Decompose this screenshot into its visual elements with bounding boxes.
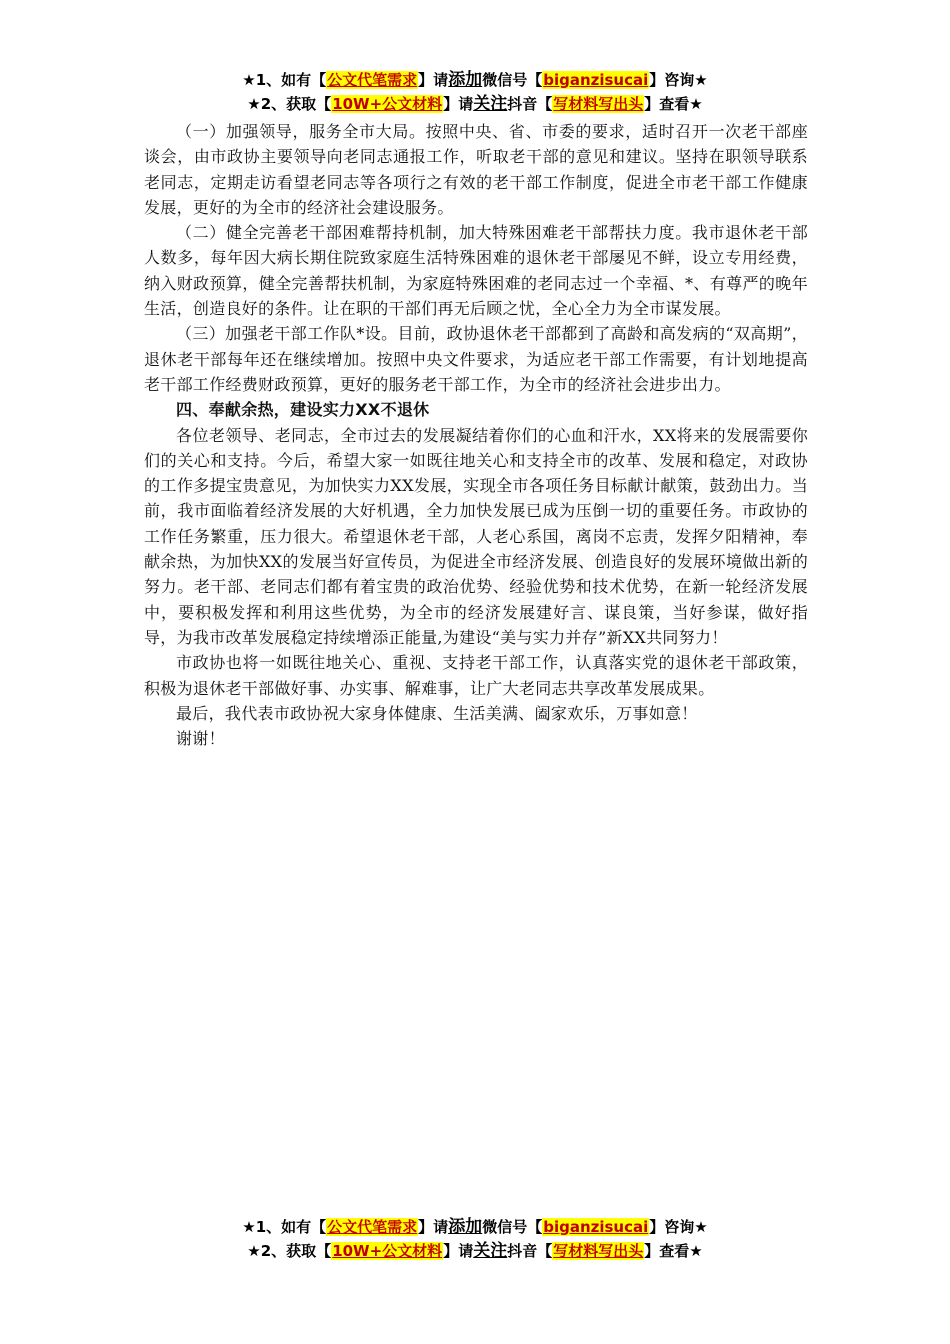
highlight-service: 公文代笔需求	[327, 71, 418, 89]
underlined-text: 添加	[448, 70, 483, 90]
promo-text: 】请	[443, 1242, 474, 1260]
paragraph-5: 市政协也将一如既往地关心、重视、支持老干部工作，认真落实党的退休老干部政策，积极为退休老干部做好事、办实事、解难事，让广大老同志共享改革发展成果。	[144, 653, 808, 698]
star-icon: ★	[247, 1242, 261, 1260]
star-icon: ★	[242, 1218, 256, 1236]
promo-text: 微信号【	[482, 71, 543, 89]
promo-text: 1、如有【	[255, 1218, 327, 1236]
highlight-wechat-id: biganzisucai	[543, 71, 649, 89]
promo-text: 】请	[443, 95, 474, 113]
promo-text: 】查看★	[644, 95, 703, 113]
promo-banner-top	[0, 68, 950, 116]
highlight-wechat-id: biganzisucai	[543, 1218, 649, 1236]
promo-text: 】咨询★	[649, 1218, 708, 1236]
highlight-douyin-account: 写材料写出头	[553, 1242, 644, 1260]
underlined-text: 添加	[448, 1217, 483, 1237]
promo-text: 2、获取【	[260, 1242, 332, 1260]
document-body	[144, 119, 808, 751]
highlight-materials: 10W+公文材料	[332, 1242, 443, 1260]
underlined-text: 关注	[473, 1241, 508, 1261]
star-icon: ★	[247, 95, 261, 113]
star-icon: ★	[242, 71, 256, 89]
promo-line-2	[0, 1239, 950, 1263]
promo-text: 1、如有【	[255, 71, 327, 89]
promo-line-1	[0, 1215, 950, 1239]
paragraph-6: 最后，我代表市政协祝大家身体健康、生活美满、阖家欢乐，万事如意！	[176, 703, 698, 723]
highlight-service: 公文代笔需求	[327, 1218, 418, 1236]
promo-text: 抖音【	[507, 1242, 553, 1260]
underlined-text: 关注	[473, 94, 508, 114]
promo-text: 】请	[418, 1218, 449, 1236]
promo-text: 】请	[418, 71, 449, 89]
promo-text: 2、获取【	[260, 95, 332, 113]
highlight-materials: 10W+公文材料	[332, 95, 443, 113]
promo-text: 微信号【	[482, 1218, 543, 1236]
paragraph-2: （二）健全完善老干部困难帮持机制，加大特殊困难老干部帮扶力度。我市退休老干部人数多，每年因大病长期住院致家庭生活特殊困难的退休老干部屡见不鲜，设立专用经费，纳入财政预算，健全完善帮扶机制，为家庭特殊困难的老同志过一个幸福、*、有尊严的晚年生活，创造良好的条件。让在职的干部们再无后顾之忧，全心全力为全市谋发展。	[144, 223, 808, 319]
highlight-douyin-account: 写材料写出头	[553, 95, 644, 113]
promo-text: 抖音【	[507, 95, 553, 113]
paragraph-3: （三）加强老干部工作队*设。目前，政协退休老干部都到了高龄和高发病的“双高期”，退休老干部每年还在继续增加。按照中央文件要求，为适应老干部工作需要，有计划地提高老干部工作经费财政预算，更好的服务老干部工作，为全市的经济社会进步出力。	[144, 324, 808, 394]
promo-line-2	[0, 92, 950, 116]
closing-thanks: 谢谢！	[176, 729, 225, 749]
promo-line-1	[0, 68, 950, 92]
paragraph-4: 各位老领导、老同志，全市过去的发展凝结着你们的心血和汗水，XX将来的发展需要你们的关心和支持。今后，希望大家一如既往地关心和支持全市的改革、发展和稳定，对政协的工作多提宝贵意见，为加快实力XX发展，实现全市各项任务目标献计献策，鼓劲出力。当前，我市面临着经济发展的大好机遇，全力加快发展已成为压倒一切的重要任务。市政协的工作任务繁重，压力很大。希望退休老干部，人老心系国，离岗不忘责，发挥夕阳精神，奉献余热，为加快XX的发展当好宣传员，为促进全市经济发展、创造良好的发展环境做出新的努力。老干部、老同志们都有着宝贵的政治优势、经验优势和技术优势，在新一轮经济发展中，要积极发挥和利用这些优势，为全市的经济发展建好言、谋良策，当好参谋，做好指导，为我市改革发展稳定持续增添正能量,为建设“美与实力并存”新XX共同努力！	[144, 425, 808, 647]
promo-text: 】咨询★	[649, 71, 708, 89]
promo-banner-bottom	[0, 1215, 950, 1263]
paragraph-1: （一）加强领导，服务全市大局。按照中央、省、市委的要求，适时召开一次老干部座谈会，由市政协主要领导向老同志通报工作，听取老干部的意见和建议。坚持在职领导联系老同志，定期走访看望老同志等各项行之有效的老干部工作制度，促进全市老干部工作健康发展，更好的为全市的经济社会建设服务。	[144, 122, 808, 217]
promo-text: 】查看★	[644, 1242, 703, 1260]
section-heading: 四、奉献余热，建设实力XX不退休	[176, 400, 430, 420]
